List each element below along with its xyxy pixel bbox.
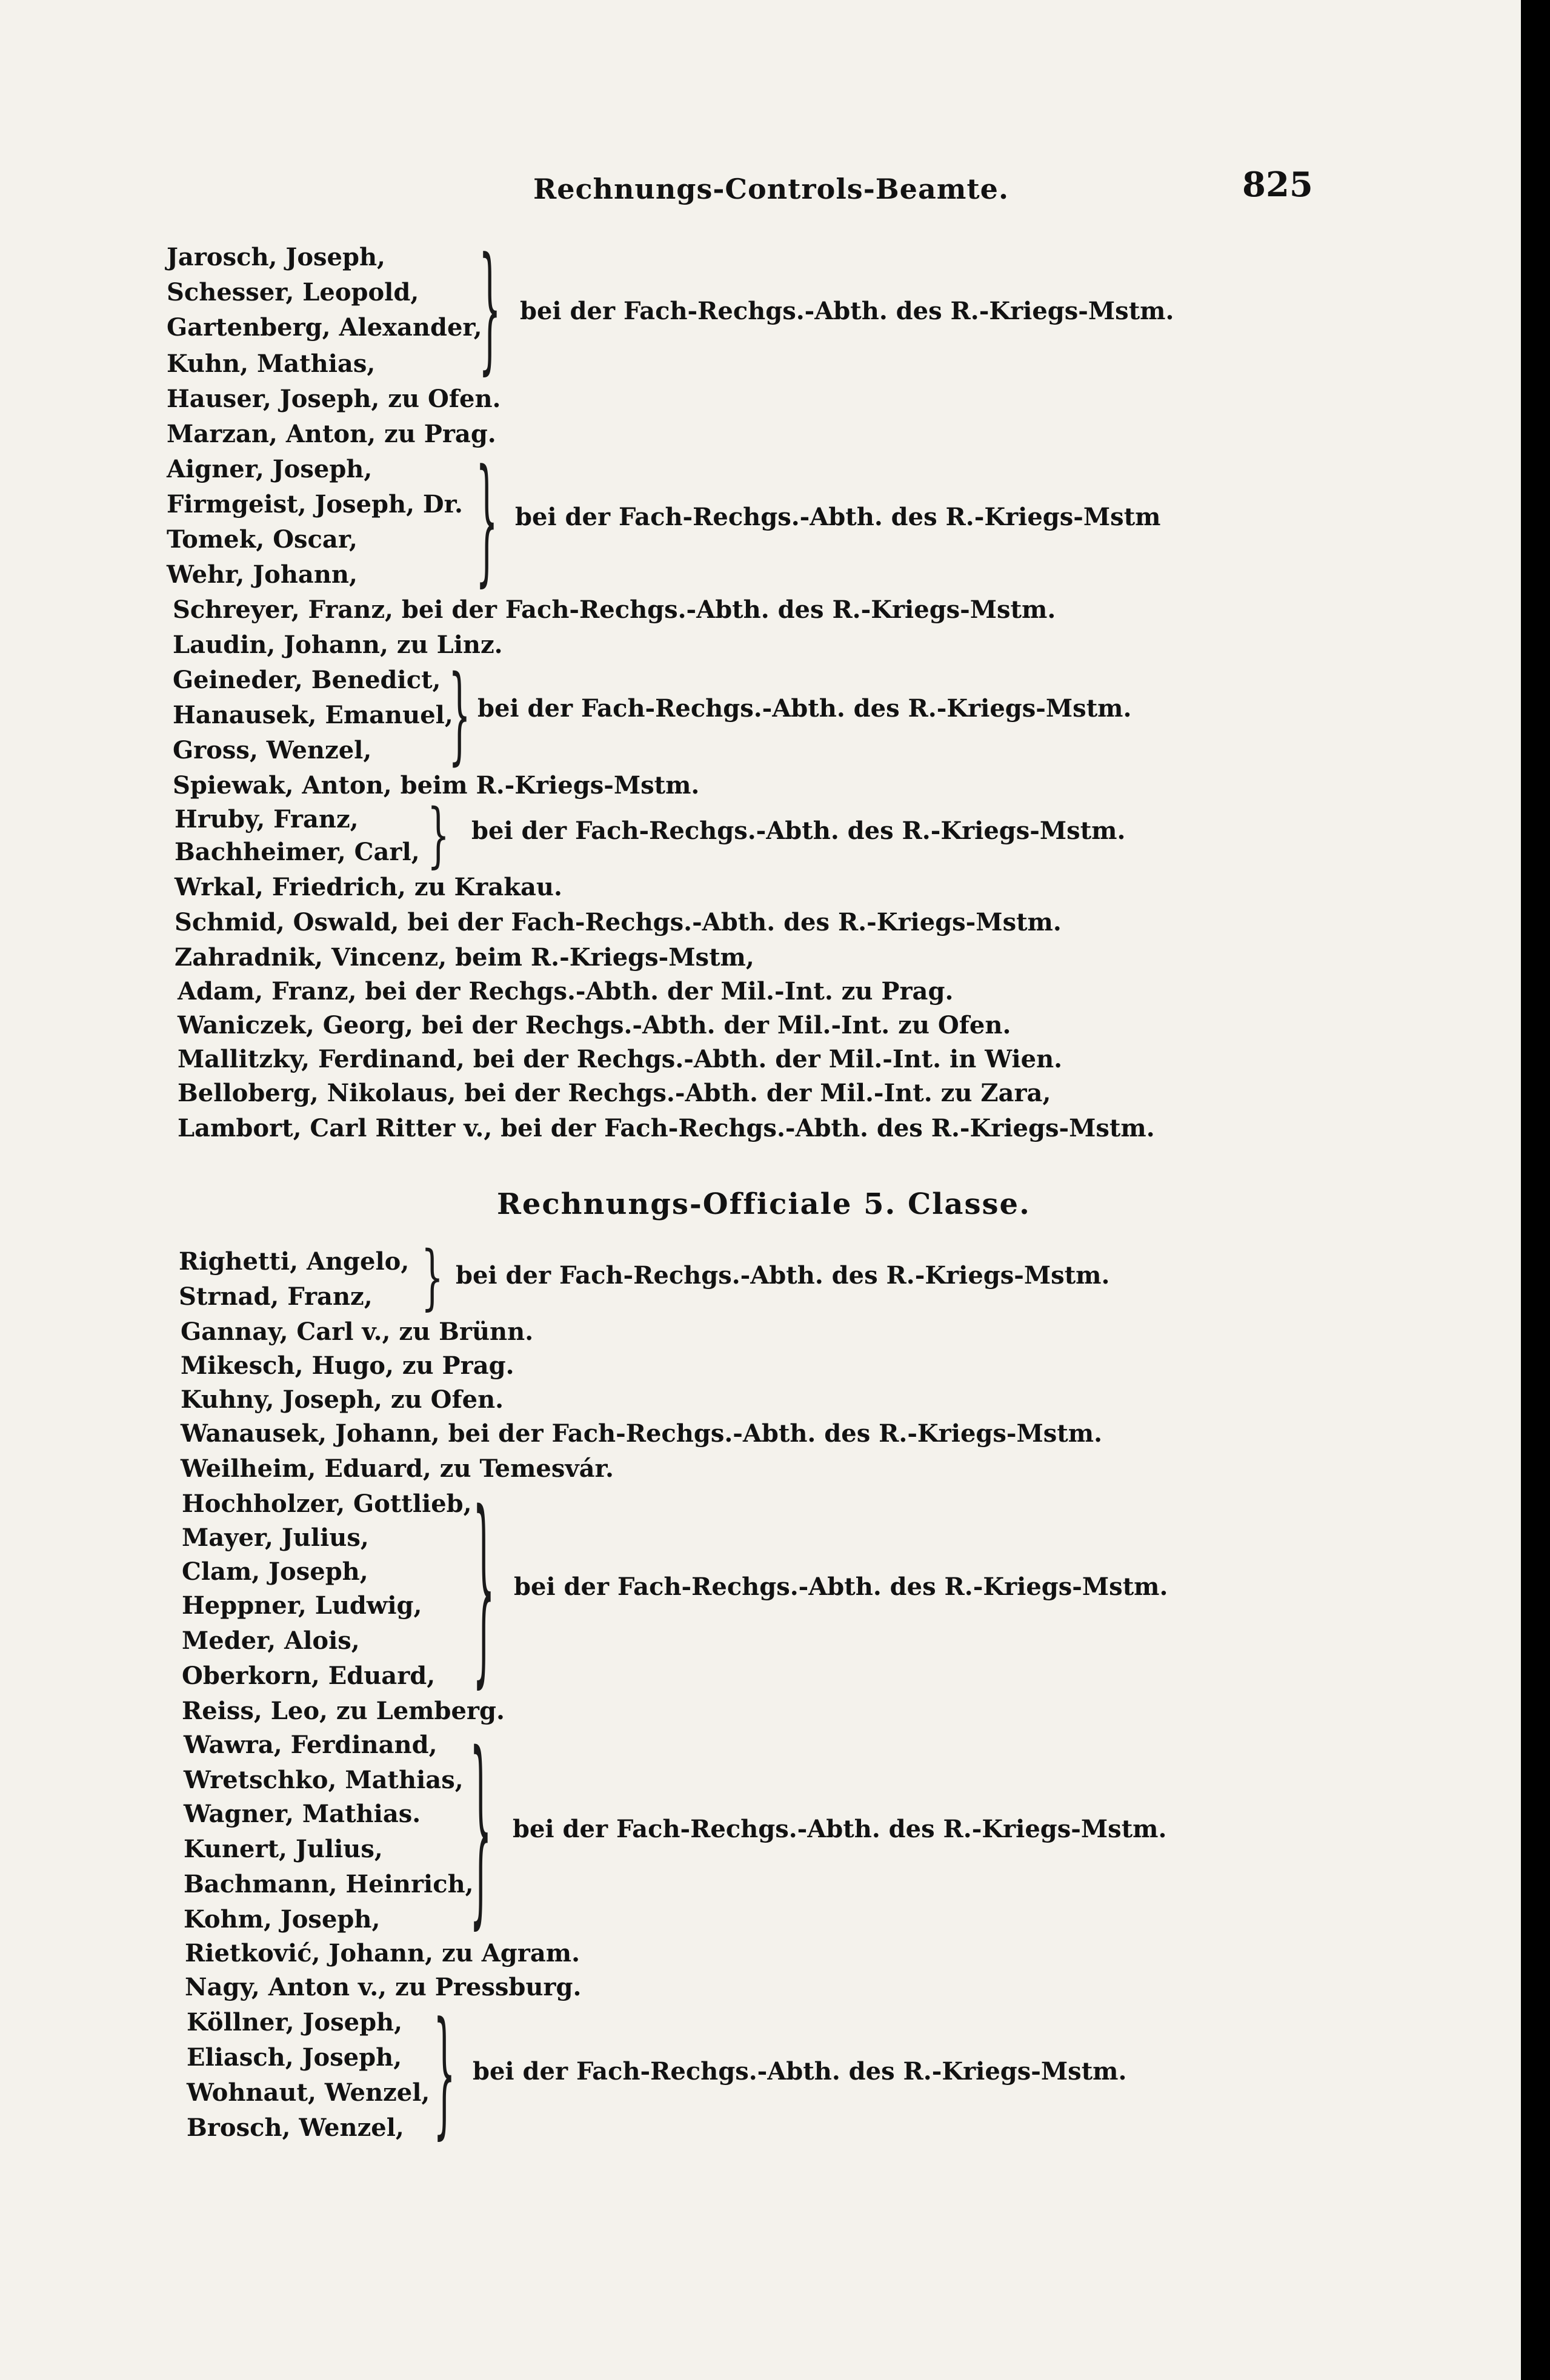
entry-line: Heppner, Ludwig,	[182, 1591, 422, 1620]
entry-line: Kuhn, Mathias,	[167, 350, 376, 378]
entry-line: Hauser, Joseph, zu Ofen.	[167, 385, 501, 413]
entry-line: Mikesch, Hugo, zu Prag.	[181, 1351, 514, 1380]
entry-line: Tomek, Oscar,	[167, 525, 358, 554]
entry-line: Hochholzer, Gottlieb,	[182, 1490, 472, 1518]
entry-line: Spiewak, Anton, beim R.-Kriegs-Mstm.	[173, 771, 700, 800]
running-header: Rechnungs-Controls-Beamte.	[533, 173, 1009, 205]
entry-line: Meder, Alois,	[182, 1626, 360, 1655]
entry-line: Hanausek, Emanuel,	[173, 701, 453, 729]
entry-line: Wagner, Mathias.	[184, 1800, 421, 1828]
entry-line: Wehr, Johann,	[167, 560, 358, 589]
entry-line: Geineder, Benedict,	[173, 666, 441, 694]
entry-line: Zahradnik, Vincenz, beim R.-Kriegs-Mstm,	[175, 943, 754, 972]
entry-line: Gannay, Carl v., zu Brünn.	[181, 1318, 534, 1346]
entry-line: Marzan, Anton, zu Prag.	[167, 420, 496, 448]
entry-line: Wanausek, Johann, bei der Fach-Rechgs.-Abth. des R.-Kriegs-Mstm.	[181, 1419, 1103, 1448]
entry-line: Kunert, Julius,	[184, 1835, 383, 1863]
entry-line: Gartenberg, Alexander,	[167, 313, 482, 342]
brace-icon: }	[470, 1709, 492, 1948]
brace-icon: }	[433, 1992, 456, 2153]
entry-line: Oberkorn, Eduard,	[182, 1662, 436, 1690]
entry-line: Waniczek, Georg, bei der Rechgs.-Abth. der Mil.-Int. zu Ofen.	[178, 1011, 1011, 1039]
entry-line: Adam, Franz, bei der Rechgs.-Abth. der Mil.-Int. zu Prag.	[178, 977, 954, 1006]
entry-line: Bachmann, Heinrich,	[184, 1870, 474, 1898]
group-annotation: bei der Fach-Rechgs.-Abth. des R.-Kriegs-Mstm.	[514, 1573, 1168, 1601]
entry-line: Kohm, Joseph,	[184, 1905, 381, 1934]
entry-line: Brosch, Wenzel,	[187, 2113, 404, 2142]
group-annotation: bei der Fach-Rechgs.-Abth. des R.-Kriegs-Mstm.	[477, 694, 1132, 723]
entry-line: Jarosch, Joseph,	[167, 243, 385, 271]
group-annotation: bei der Fach-Rechgs.-Abth. des R.-Kriegs-Mstm.	[473, 2057, 1127, 2086]
entry-line: Clam, Joseph,	[182, 1557, 368, 1586]
entry-line: Nagy, Anton v., zu Pressburg.	[185, 1973, 582, 2001]
entry-line: Schesser, Leopold,	[167, 278, 419, 307]
entry-line: Köllner, Joseph,	[187, 2008, 403, 2037]
entry-line: Hruby, Franz,	[175, 805, 359, 834]
entry-line: Mallitzky, Ferdinand, bei der Rechgs.-Abth. der Mil.-Int. in Wien.	[178, 1045, 1063, 1073]
entry-line: Schreyer, Franz, bei der Fach-Rechgs.-Abth. des R.-Kriegs-Mstm.	[173, 595, 1056, 624]
entry-line: Aigner, Joseph,	[167, 455, 373, 483]
entry-line: Weilheim, Eduard, zu Temesvár.	[181, 1454, 614, 1483]
entry-line: Bachheimer, Carl,	[175, 838, 420, 866]
entry-line: Wohnaut, Wenzel,	[187, 2078, 430, 2107]
section-heading: Rechnungs-Officiale 5. Classe.	[497, 1187, 1031, 1221]
brace-icon: }	[473, 1468, 495, 1707]
group-annotation: bei der Fach-Rechgs.-Abth. des R.-Kriegs-Mstm	[515, 503, 1161, 531]
entry-line: Firmgeist, Joseph, Dr.	[167, 490, 463, 519]
brace-icon: }	[427, 794, 450, 876]
group-annotation: bei der Fach-Rechgs.-Abth. des R.-Kriegs-Mstm.	[513, 1815, 1167, 1843]
entry-line: Mayer, Julius,	[182, 1523, 369, 1552]
brace-icon: }	[448, 652, 471, 776]
entry-line: Kuhny, Joseph, zu Ofen.	[181, 1385, 504, 1414]
page-number: 825	[1242, 165, 1313, 205]
entry-line: Lambort, Carl Ritter v., bei der Fach-Rechgs.-Abth. des R.-Kriegs-Mstm.	[178, 1114, 1155, 1142]
brace-icon: }	[479, 227, 501, 388]
group-annotation: bei der Fach-Rechgs.-Abth. des R.-Kriegs-Mstm.	[520, 297, 1174, 325]
entry-line: Strnad, Franz,	[179, 1282, 373, 1311]
entry-line: Eliasch, Joseph,	[187, 2043, 402, 2072]
entry-line: Wawra, Ferdinand,	[184, 1731, 437, 1759]
entry-line: Wrkal, Friedrich, zu Krakau.	[175, 873, 562, 901]
entry-line: Gross, Wenzel,	[173, 736, 372, 764]
brace-icon: }	[476, 439, 498, 600]
entry-line: Wretschko, Mathias,	[184, 1766, 464, 1794]
entry-line: Righetti, Angelo,	[179, 1247, 410, 1276]
entry-line: Reiss, Leo, zu Lemberg.	[182, 1697, 505, 1725]
group-annotation: bei der Fach-Rechgs.-Abth. des R.-Kriegs-Mstm.	[456, 1261, 1110, 1290]
entry-line: Laudin, Johann, zu Linz.	[173, 631, 503, 659]
entry-line: Schmid, Oswald, bei der Fach-Rechgs.-Abth. des R.-Kriegs-Mstm.	[175, 908, 1062, 936]
group-annotation: bei der Fach-Rechgs.-Abth. des R.-Kriegs-Mstm.	[471, 817, 1126, 845]
entry-line: Rietković, Johann, zu Agram.	[185, 1939, 580, 1967]
brace-icon: }	[421, 1236, 444, 1318]
entry-line: Belloberg, Nikolaus, bei der Rechgs.-Abth. der Mil.-Int. zu Zara,	[178, 1079, 1051, 1107]
